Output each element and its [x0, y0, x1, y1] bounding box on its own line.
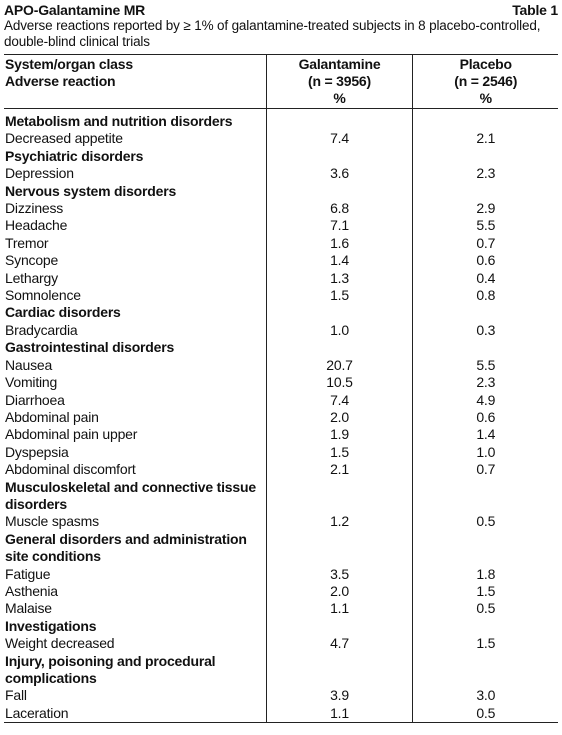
adverse-reaction-label: Weight decreased	[5, 635, 115, 652]
galantamine-value: 10.5	[266, 374, 412, 391]
placebo-value: 1.4	[412, 426, 558, 443]
category-label: disorders	[5, 495, 67, 512]
empty-cell	[266, 479, 412, 496]
galantamine-value: 3.5	[266, 566, 412, 583]
table-row	[4, 235, 558, 252]
adverse-reaction-label: Muscle spasms	[5, 513, 99, 530]
adverse-reaction-label: Depression	[5, 165, 74, 182]
empty-cell	[266, 618, 412, 635]
table-row	[4, 287, 558, 304]
table-caption	[4, 18, 558, 50]
galantamine-value: 1.0	[266, 322, 412, 339]
placebo-value: 2.9	[412, 200, 558, 217]
galantamine-value: 1.9	[266, 426, 412, 443]
table-label: Table 1	[512, 2, 558, 18]
empty-cell	[412, 531, 558, 548]
category-row	[4, 618, 558, 635]
galantamine-value: 7.1	[266, 217, 412, 234]
table-row	[4, 687, 558, 704]
empty-cell	[266, 148, 412, 165]
column-header-line: System/organ class	[5, 56, 133, 72]
adverse-reaction-label: Decreased appetite	[5, 130, 123, 147]
category-row	[4, 183, 558, 200]
placebo-value: 0.6	[412, 409, 558, 426]
column-header-line: Galantamine	[298, 56, 381, 72]
table-row	[4, 374, 558, 391]
table-row	[4, 600, 558, 617]
empty-cell	[266, 653, 412, 670]
document-page	[4, 2, 558, 723]
adverse-reactions-table	[4, 54, 558, 723]
column-header-line: %	[333, 90, 346, 106]
placebo-value: 2.1	[412, 130, 558, 147]
empty-cell	[266, 496, 412, 513]
galantamine-value: 4.7	[266, 635, 412, 652]
galantamine-value: 1.5	[266, 444, 412, 461]
adverse-reaction-label: Vomiting	[5, 374, 58, 391]
table-row	[4, 130, 558, 147]
galantamine-value: 1.1	[266, 600, 412, 617]
table-row	[4, 566, 558, 583]
galantamine-value: 3.6	[266, 165, 412, 182]
adverse-reaction-label: Dizziness	[5, 200, 64, 217]
empty-cell	[412, 618, 558, 635]
empty-cell	[266, 109, 412, 131]
category-row	[4, 479, 558, 496]
empty-cell	[266, 304, 412, 321]
category-label: site conditions	[5, 548, 101, 565]
header-row	[4, 55, 558, 109]
category-row	[4, 670, 558, 687]
table-row	[4, 513, 558, 530]
placebo-value: 2.3	[412, 374, 558, 391]
column-header-galantamine	[266, 55, 412, 109]
adverse-reaction-label: Abdominal pain	[5, 408, 99, 425]
category-row	[4, 304, 558, 321]
empty-cell	[266, 531, 412, 548]
category-label: Musculoskeletal and connective tissue	[5, 478, 256, 495]
category-label: Psychiatric disorders	[5, 147, 144, 164]
adverse-reaction-label: Syncope	[5, 252, 59, 269]
table-row	[4, 217, 558, 234]
adverse-reaction-label: Somnolence	[5, 287, 81, 304]
category-label: Injury, poisoning and procedural	[5, 652, 216, 669]
adverse-reaction-label: Nausea	[5, 356, 53, 373]
adverse-reaction-label: Lethargy	[5, 269, 58, 286]
adverse-reaction-label: Asthenia	[5, 582, 58, 599]
table-row	[4, 200, 558, 217]
category-label: Investigations	[5, 617, 97, 634]
empty-cell	[412, 109, 558, 131]
category-label: complications	[5, 670, 97, 686]
placebo-value: 1.5	[412, 583, 558, 600]
placebo-value: 5.5	[412, 357, 558, 374]
adverse-reaction-label: Bradycardia	[5, 321, 78, 338]
column-header-line: (n = 2546)	[454, 73, 518, 89]
empty-cell	[266, 339, 412, 356]
placebo-value: 1.8	[412, 566, 558, 583]
placebo-value: 1.5	[412, 635, 558, 652]
galantamine-value: 1.1	[266, 705, 412, 723]
category-row	[4, 548, 558, 565]
galantamine-value: 1.4	[266, 252, 412, 269]
product-title: APO-Galantamine MR	[4, 2, 146, 18]
placebo-value: 0.7	[412, 235, 558, 252]
column-header-line: Placebo	[459, 56, 512, 72]
adverse-reaction-label: Abdominal discomfort	[5, 461, 136, 478]
galantamine-value: 6.8	[266, 200, 412, 217]
table-row	[4, 409, 558, 426]
galantamine-value: 1.5	[266, 287, 412, 304]
adverse-reaction-label: Fall	[5, 687, 27, 704]
galantamine-value: 2.1	[266, 461, 412, 478]
empty-cell	[412, 548, 558, 565]
category-label: Nervous system disorders	[5, 182, 177, 199]
empty-cell	[412, 496, 558, 513]
galantamine-value: 20.7	[266, 357, 412, 374]
table-row	[4, 270, 558, 287]
table-row	[4, 461, 558, 478]
galantamine-value: 7.4	[266, 392, 412, 409]
placebo-value: 0.7	[412, 461, 558, 478]
placebo-value: 0.8	[412, 287, 558, 304]
empty-cell	[412, 670, 558, 687]
adverse-reaction-label: Fatigue	[5, 565, 51, 582]
table-row	[4, 635, 558, 652]
caption-line-1: Adverse reactions reported by ≥ 1% of galantamine-treated subjects in 8 placebo-controlled,	[4, 18, 541, 33]
placebo-value: 2.3	[412, 165, 558, 182]
table-row	[4, 583, 558, 600]
table-row	[4, 426, 558, 443]
column-header-line: %	[479, 90, 492, 106]
adverse-reaction-label: Malaise	[5, 600, 52, 617]
table-row	[4, 392, 558, 409]
placebo-value: 0.4	[412, 270, 558, 287]
empty-cell	[412, 304, 558, 321]
table-row	[4, 252, 558, 269]
galantamine-value: 7.4	[266, 130, 412, 147]
category-row	[4, 531, 558, 548]
category-label: General disorders and administration	[5, 530, 247, 547]
table-row	[4, 444, 558, 461]
adverse-reaction-label: Dyspepsia	[5, 443, 69, 460]
galantamine-value: 2.0	[266, 409, 412, 426]
category-label: Cardiac disorders	[5, 304, 121, 321]
category-row	[4, 148, 558, 165]
column-header-placebo	[412, 55, 558, 109]
adverse-reaction-label: Headache	[5, 217, 68, 234]
empty-cell	[412, 339, 558, 356]
category-label: Metabolism and nutrition disorders	[5, 113, 233, 129]
category-row	[4, 109, 558, 131]
empty-cell	[266, 183, 412, 200]
column-header-line: (n = 3956)	[308, 73, 371, 89]
adverse-reaction-label: Abdominal pain upper	[5, 426, 138, 443]
empty-cell	[266, 548, 412, 565]
galantamine-value: 3.9	[266, 687, 412, 704]
category-row	[4, 653, 558, 670]
placebo-value: 0.5	[412, 600, 558, 617]
table-head	[4, 55, 558, 109]
category-label: Gastrointestinal disorders	[5, 339, 175, 356]
placebo-value: 3.0	[412, 687, 558, 704]
adverse-reaction-label: Laceration	[4, 705, 266, 723]
empty-cell	[412, 653, 558, 670]
column-header-system-organ-class	[4, 55, 266, 109]
adverse-reaction-label: Diarrhoea	[5, 391, 65, 408]
adverse-reaction-label: Tremor	[5, 234, 49, 251]
galantamine-value: 1.2	[266, 513, 412, 530]
placebo-value: 0.5	[412, 513, 558, 530]
empty-cell	[412, 148, 558, 165]
placebo-value: 0.3	[412, 322, 558, 339]
document-header	[4, 2, 558, 18]
empty-cell	[412, 183, 558, 200]
empty-cell	[266, 670, 412, 687]
caption-line-2: double-blind clinical trials	[4, 34, 150, 49]
empty-cell	[412, 479, 558, 496]
column-header-line: Adverse reaction	[5, 73, 116, 89]
table-row	[4, 322, 558, 339]
table-row	[4, 165, 558, 182]
placebo-value: 5.5	[412, 217, 558, 234]
galantamine-value: 1.3	[266, 270, 412, 287]
placebo-value: 0.6	[412, 252, 558, 269]
placebo-value: 1.0	[412, 444, 558, 461]
placebo-value: 4.9	[412, 392, 558, 409]
table-row	[4, 705, 558, 723]
table-body	[4, 109, 558, 723]
galantamine-value: 1.6	[266, 235, 412, 252]
table-row	[4, 357, 558, 374]
category-row	[4, 339, 558, 356]
placebo-value: 0.5	[412, 705, 558, 723]
galantamine-value: 2.0	[266, 583, 412, 600]
category-row	[4, 496, 558, 513]
